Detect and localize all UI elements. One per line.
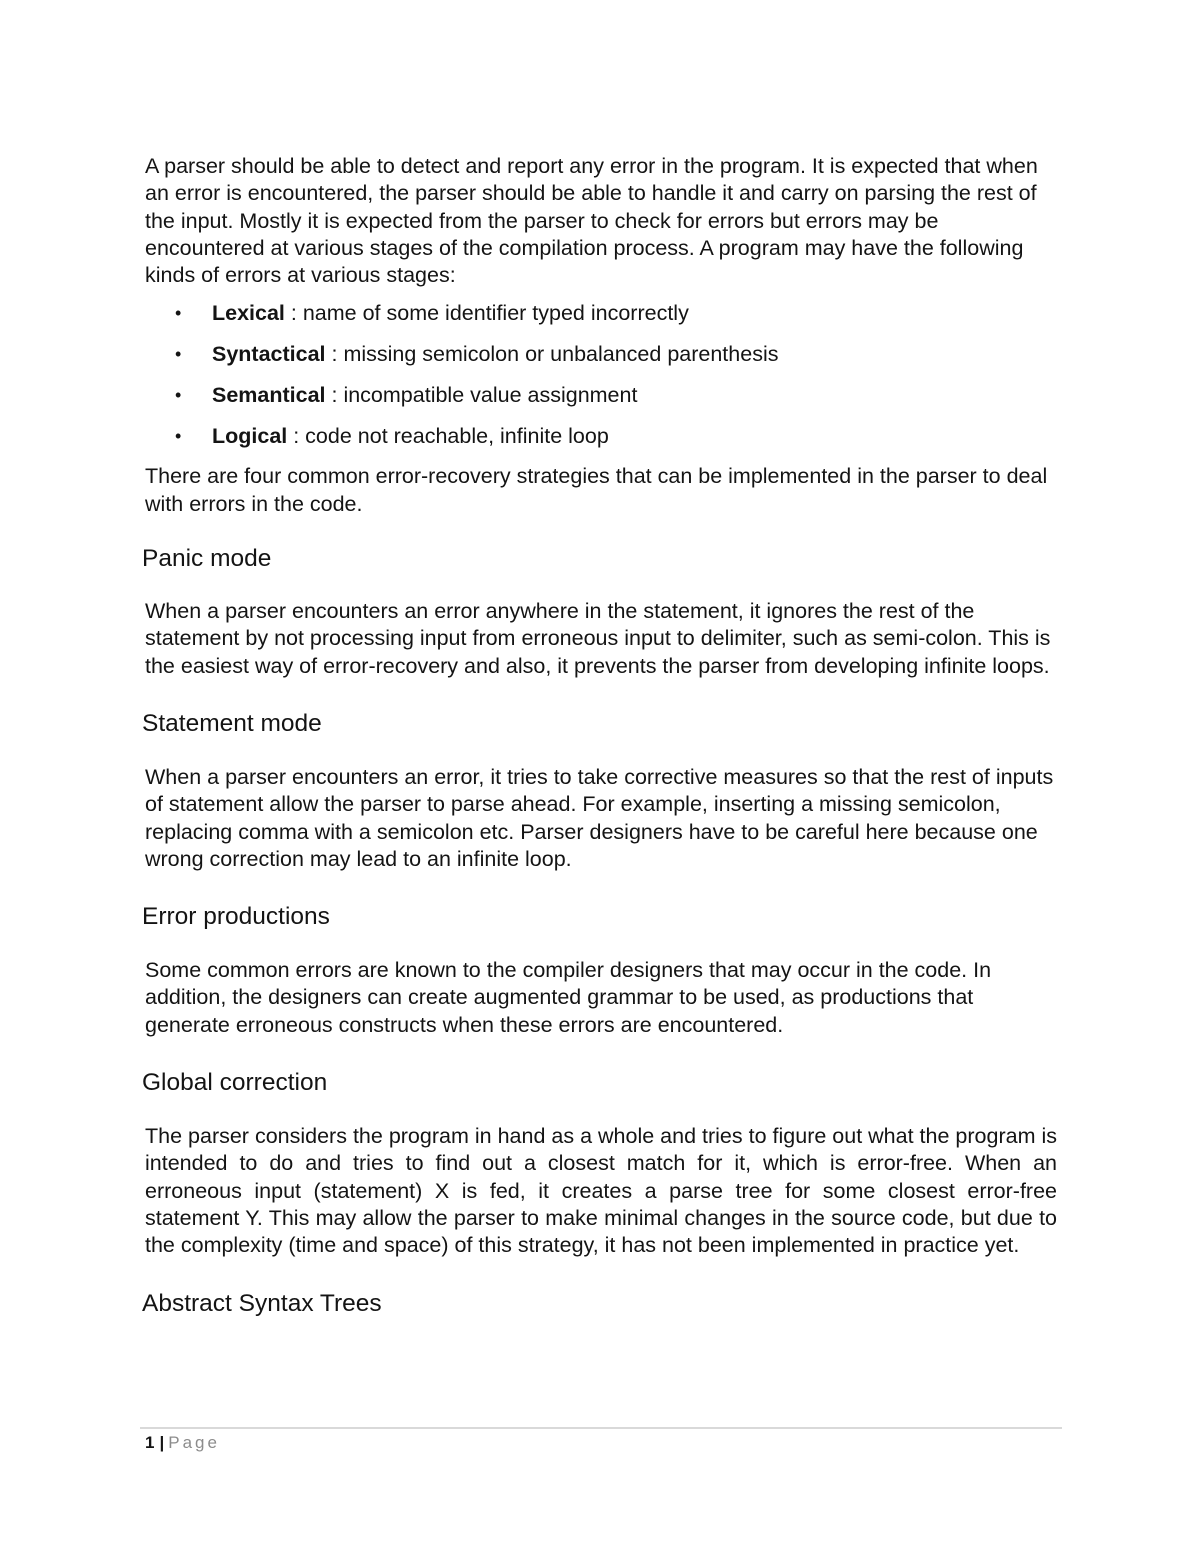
error-term: Semantical <box>212 383 326 408</box>
list-item <box>145 300 1057 327</box>
error-description: : code not reachable, infinite loop <box>287 424 609 449</box>
footer-separator: | <box>159 1433 165 1452</box>
error-description: : missing semicolon or unbalanced parenthesis <box>325 342 779 367</box>
page-content <box>142 153 1057 1319</box>
bullet-icon: • <box>175 426 182 447</box>
error-productions-paragraph: Some common errors are known to the compiler designers that may occur in the code. In addition, the designers can create augmented grammar to be used, as productions that generate erroneous constructs when these errors are encountered. <box>145 958 992 1037</box>
page-footer <box>145 1432 220 1454</box>
section-heading-abstract-syntax-trees: Abstract Syntax Trees <box>142 1289 382 1317</box>
intro-paragraph: A parser should be able to detect and report any error in the program. It is expected that when an error is encountered, the parser should be able to handle it and carry on parsing the rest of the input. Mostly it is expected from the parser to check for errors but errors may be encountered at various stages of the compilation process. A program may have the following kinds of errors at various stages: <box>145 154 1038 288</box>
error-kinds-list <box>145 300 1057 450</box>
bullet-icon: • <box>175 344 182 365</box>
error-term: Lexical <box>212 301 285 326</box>
error-term: Syntactical <box>212 342 326 367</box>
error-term: Logical <box>212 424 288 449</box>
bullet-icon: • <box>175 385 182 406</box>
bullet-icon: • <box>175 303 182 324</box>
section-heading-error-productions: Error productions <box>142 903 330 931</box>
error-description: : incompatible value assignment <box>325 383 638 408</box>
strategies-intro-paragraph: There are four common error-recovery strategies that can be implemented in the parser to deal with errors in the code. <box>145 464 1048 516</box>
page-label: Page <box>168 1433 220 1452</box>
footer-divider <box>140 1427 1062 1429</box>
list-item <box>145 382 1057 409</box>
list-item <box>145 423 1057 450</box>
global-correction-paragraph: The parser considers the program in hand as a whole and tries to figure out what the program is intended to do and tries to find out a closest match for it, which is error-free. When an erroneous input (statement) X is fed, it creates a parse tree for some closest error-free statement Y. This may allow the parser to make minimal changes in the source code, but due to the complexity (time and space) of this strategy, it has not been implemented in practice yet. <box>145 1124 1057 1258</box>
panic-mode-paragraph: When a parser encounters an error anywhere in the statement, it ignores the rest of the statement by not processing input from erroneous input to delimiter, such as semi-colon. This is the easiest way of error-recovery and also, it prevents the parser from developing infinite loops. <box>145 599 1051 678</box>
error-description: : name of some identifier typed incorrectly <box>284 301 689 326</box>
page-number: 1 <box>145 1433 155 1452</box>
section-heading-panic-mode: Panic mode <box>142 545 272 573</box>
list-item <box>145 341 1057 368</box>
statement-mode-paragraph: When a parser encounters an error, it tries to take corrective measures so that the rest of inputs of statement allow the parser to parse ahead. For example, inserting a missing semicolon, replacing comma with a semicolon etc. Parser designers have to be careful here because one wrong correction may lead to an infinite loop. <box>145 764 1054 871</box>
section-heading-statement-mode: Statement mode <box>142 709 322 737</box>
section-heading-global-correction: Global correction <box>142 1069 328 1097</box>
